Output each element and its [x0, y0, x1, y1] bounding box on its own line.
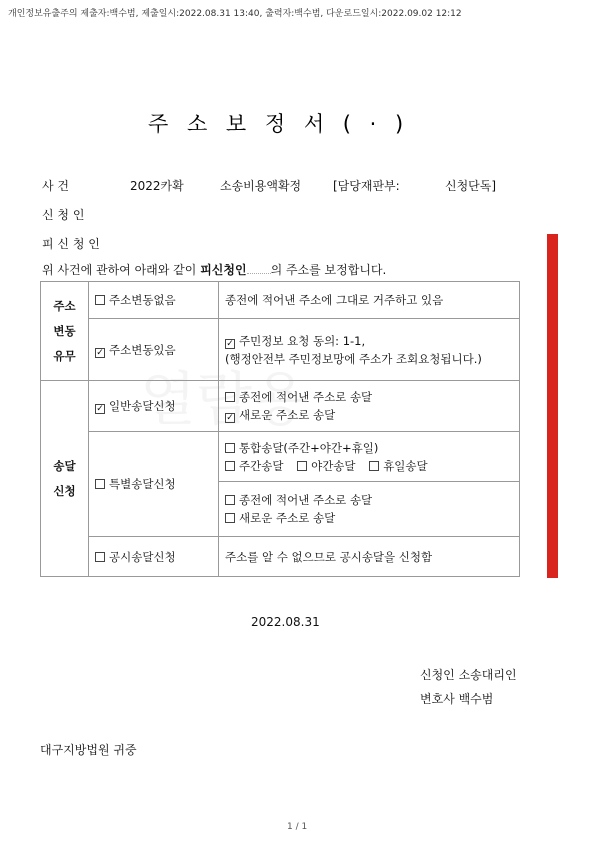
filing-date: 2022.08.31: [251, 615, 320, 629]
checkbox-public-service[interactable]: [95, 552, 105, 562]
detail-special-times: [219, 432, 520, 482]
checkbox-special-service[interactable]: [95, 479, 105, 489]
detail-public-service: [219, 537, 520, 577]
address-correction-table: [40, 281, 520, 577]
category-line: 변동: [53, 323, 76, 338]
intro-text: [42, 261, 386, 278]
case-status: 신청단독]: [445, 179, 497, 193]
case-label: 사 건: [42, 179, 69, 193]
choice-label: 야간송달: [311, 458, 356, 473]
intro-before: 위 사건에 관하여 아래와 같이: [42, 263, 201, 277]
option-public-service[interactable]: [89, 537, 219, 577]
detail-no-change: [219, 282, 520, 319]
print-header: 개인정보유출주의 제출자:백수범, 제출일시:2022.08.31 13:40, 출력자:백수범, 다운로드일시:2022.09.02 12:12: [8, 9, 462, 19]
checkbox-special-prior[interactable]: [225, 495, 235, 505]
category-line: 송달: [53, 458, 76, 473]
choice-label: 종전에 적어낸 주소로 송달: [239, 390, 373, 404]
intro-bold: 피신청인: [200, 263, 247, 277]
accent-bar: [547, 234, 558, 578]
choice-label: 종전에 적어낸 주소로 송달: [239, 493, 373, 507]
checkbox-changed[interactable]: ✓: [96, 347, 104, 358]
case-number: 2022카확: [130, 179, 184, 193]
option-general-service[interactable]: [89, 381, 219, 432]
respondent-label: 피 신 청 인: [42, 237, 100, 251]
detail-text: 주소를 알 수 없으므로 공시송달을 신청함: [225, 549, 433, 564]
checkbox-holiday[interactable]: [369, 461, 379, 471]
option-special-service[interactable]: [89, 432, 219, 537]
checkbox-new-address[interactable]: ✓: [226, 413, 234, 423]
page-title: 주 소 보 정 서 ( · ): [148, 112, 410, 136]
consent-text: 주민정보 요청 동의: 1-1,: [239, 333, 366, 348]
choice-label: 주간송달: [239, 458, 284, 473]
option-label: 주소변동있음: [109, 342, 176, 357]
category-line: 주소: [53, 298, 76, 313]
choice-label: 통합송달(주간+야간+휴일): [239, 440, 379, 455]
case-name: 소송비용액확정: [220, 179, 302, 193]
option-label: 특별송달신청: [109, 477, 176, 491]
checkbox-prior-address[interactable]: [225, 392, 235, 402]
checkbox-special-new[interactable]: [225, 513, 235, 523]
category-line: 신청: [53, 483, 76, 498]
category-line: 유무: [53, 348, 76, 363]
detail-general-service: [219, 381, 520, 432]
intro-after: 의 주소를 보정합니다.: [270, 263, 387, 277]
checkbox-general-service[interactable]: ✓: [96, 404, 104, 414]
checkbox-consent[interactable]: ✓: [226, 338, 234, 349]
option-no-change[interactable]: [89, 282, 219, 319]
option-label: 주소변동없음: [109, 293, 176, 307]
category-service: [41, 381, 89, 577]
checkbox-night[interactable]: [297, 461, 307, 471]
option-label: 일반송달신청: [109, 399, 176, 413]
choice-label: 휴일송달: [383, 458, 428, 473]
redaction-mask: [247, 273, 271, 274]
detail-special-address: [219, 482, 520, 537]
option-changed[interactable]: [89, 319, 219, 381]
court-name: 대구지방법원 귀중: [40, 743, 137, 757]
signer-role: 신청인 소송대리인: [420, 668, 517, 682]
checkbox-day[interactable]: [225, 461, 235, 471]
case-judge: [담당재판부:: [333, 179, 400, 193]
detail-text: 종전에 적어낸 주소에 그대로 거주하고 있음: [225, 293, 444, 307]
choice-label: 새로운 주소로 송달: [239, 408, 336, 422]
page-number: 1 / 1: [287, 822, 308, 832]
consent-note: (행정안전부 주민정보망에 주소가 조회요청됩니다.): [225, 351, 482, 366]
detail-changed: [219, 319, 520, 381]
category-address-change: [41, 282, 89, 381]
option-label: 공시송달신청: [109, 549, 176, 564]
checkbox-no-change[interactable]: [95, 295, 105, 305]
checkbox-combined[interactable]: [225, 443, 235, 453]
choice-label: 새로운 주소로 송달: [239, 511, 336, 525]
applicant-label: 신 청 인: [42, 208, 85, 222]
signer-name: 변호사 백수범: [420, 692, 494, 706]
